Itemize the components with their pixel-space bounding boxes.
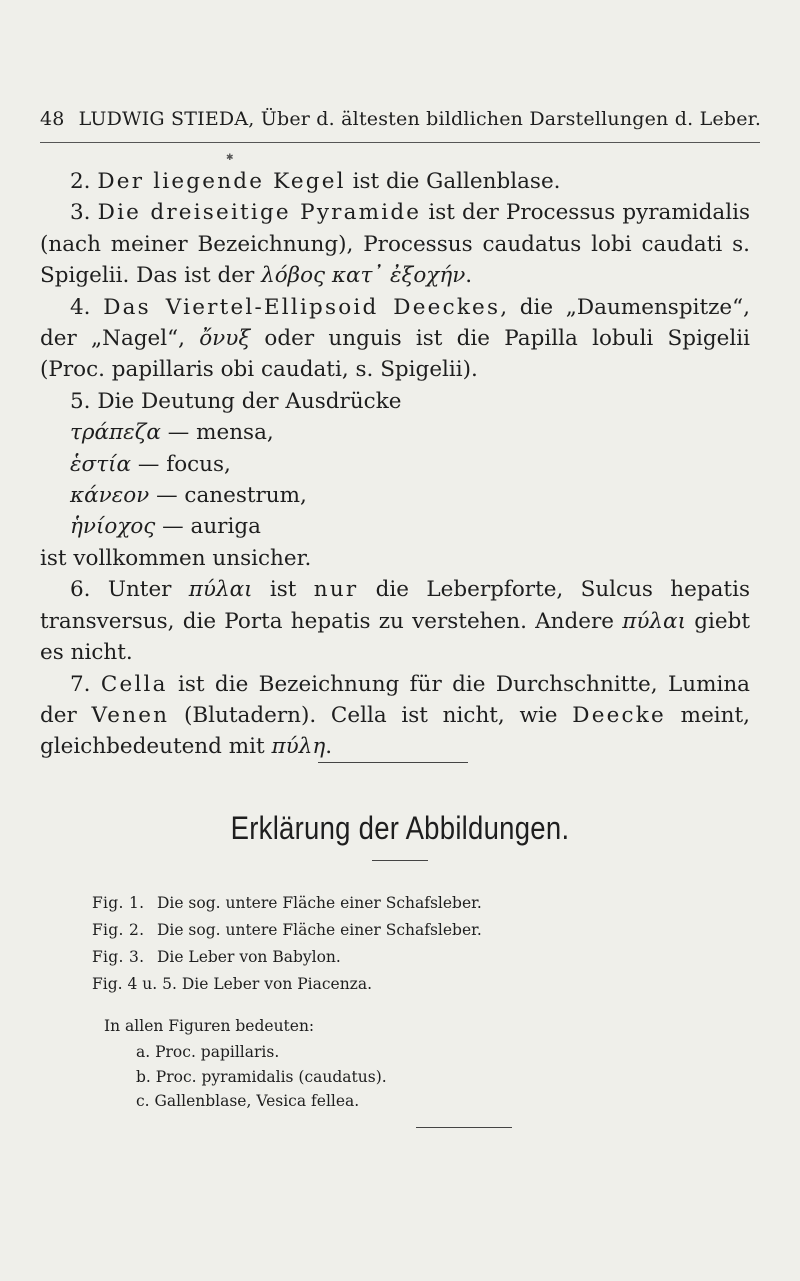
figure-caption: Fig. 1. Die sog. untere Fläche einer Schafsleber. [92, 894, 482, 912]
heading-rule [372, 860, 428, 861]
figure-caption: Fig. 4 u. 5. Die Leber von Piacenza. [92, 975, 373, 993]
print-speck: ✱ [226, 153, 234, 163]
item-7: 7. Cella ist die Bezeichnung für die Durchschnitte, Lumina der Venen (Blutadern). Cella ist nicht, wie Deecke meint, gleichbedeutend mit πύλη. [40, 671, 750, 760]
item-5-closing: ist vollkommen unsicher. [40, 545, 312, 571]
figure-list [92, 890, 712, 998]
page-number: 48 [40, 108, 65, 130]
gloss-line: ἡνίοχος — auriga [70, 514, 261, 540]
legend-intro: In allen Figuren bedeuten: [104, 1017, 315, 1035]
item-2: 2. Der liegende Kegel ist die Gallenblase. [70, 169, 561, 194]
item-3: 3. Die dreiseitige Pyramide ist der Processus pyramidalis (nach meiner Bezeichnung), Processus caudatus lobi caudati s. Spigelii. Das ist der λόβος κατ᾽ ἐξοχήν. [40, 200, 750, 289]
body-text [40, 166, 750, 763]
gloss-line: κάνεον — canestrum, [70, 483, 307, 509]
item-4-term: Das Viertel-Ellipsoid Deeckes [103, 294, 501, 320]
legend-item: c. Gallenblase, Vesica fellea. [136, 1092, 360, 1110]
legend [136, 1040, 387, 1114]
legend-item: a. Proc. papillaris. [136, 1043, 280, 1061]
section-heading: Erklärung der Abbildungen. [230, 810, 570, 846]
item-5: 5. Die Deutung der Ausdrücke [70, 388, 402, 414]
figure-caption: Fig. 3. Die Leber von Babylon. [92, 948, 341, 966]
greek-word: ὄνυξ [199, 326, 251, 352]
end-rule [416, 1127, 512, 1128]
header-rule [40, 142, 760, 143]
item-2-term: Der liegende Kegel [97, 169, 346, 194]
running-title: LUDWIG STIEDA, Über d. ältesten bildlichen Darstellungen d. Leber. [78, 108, 762, 130]
running-header [40, 108, 760, 130]
greek-phrase: λόβος κατ᾽ ἐξοχήν [261, 263, 466, 289]
item-6: 6. Unter πύλαι ist nur die Leberpforte, Sulcus hepatis transversus, die Porta hepatis zu verstehen. Andere πύλαι giebt es nicht. [40, 577, 750, 666]
item-3-term: Die dreiseitige Pyramide [97, 200, 422, 226]
item-4: 4. Das Viertel-Ellipsoid Deeckes, die „Daumenspitze“, der „Nagel“, ὄνυξ oder unguis ist die Papilla lobuli Spigelii (Proc. papillaris obi caudati, s. Spigelii). [40, 294, 750, 383]
legend-item: b. Proc. pyramidalis (caudatus). [136, 1067, 387, 1086]
gloss-line: ἑστία — focus, [70, 451, 231, 477]
section-divider [318, 762, 468, 763]
figure-caption: Fig. 2. Die sog. untere Fläche einer Schafsleber. [92, 921, 482, 939]
gloss-line: τράπεζα — mensa, [70, 420, 274, 446]
